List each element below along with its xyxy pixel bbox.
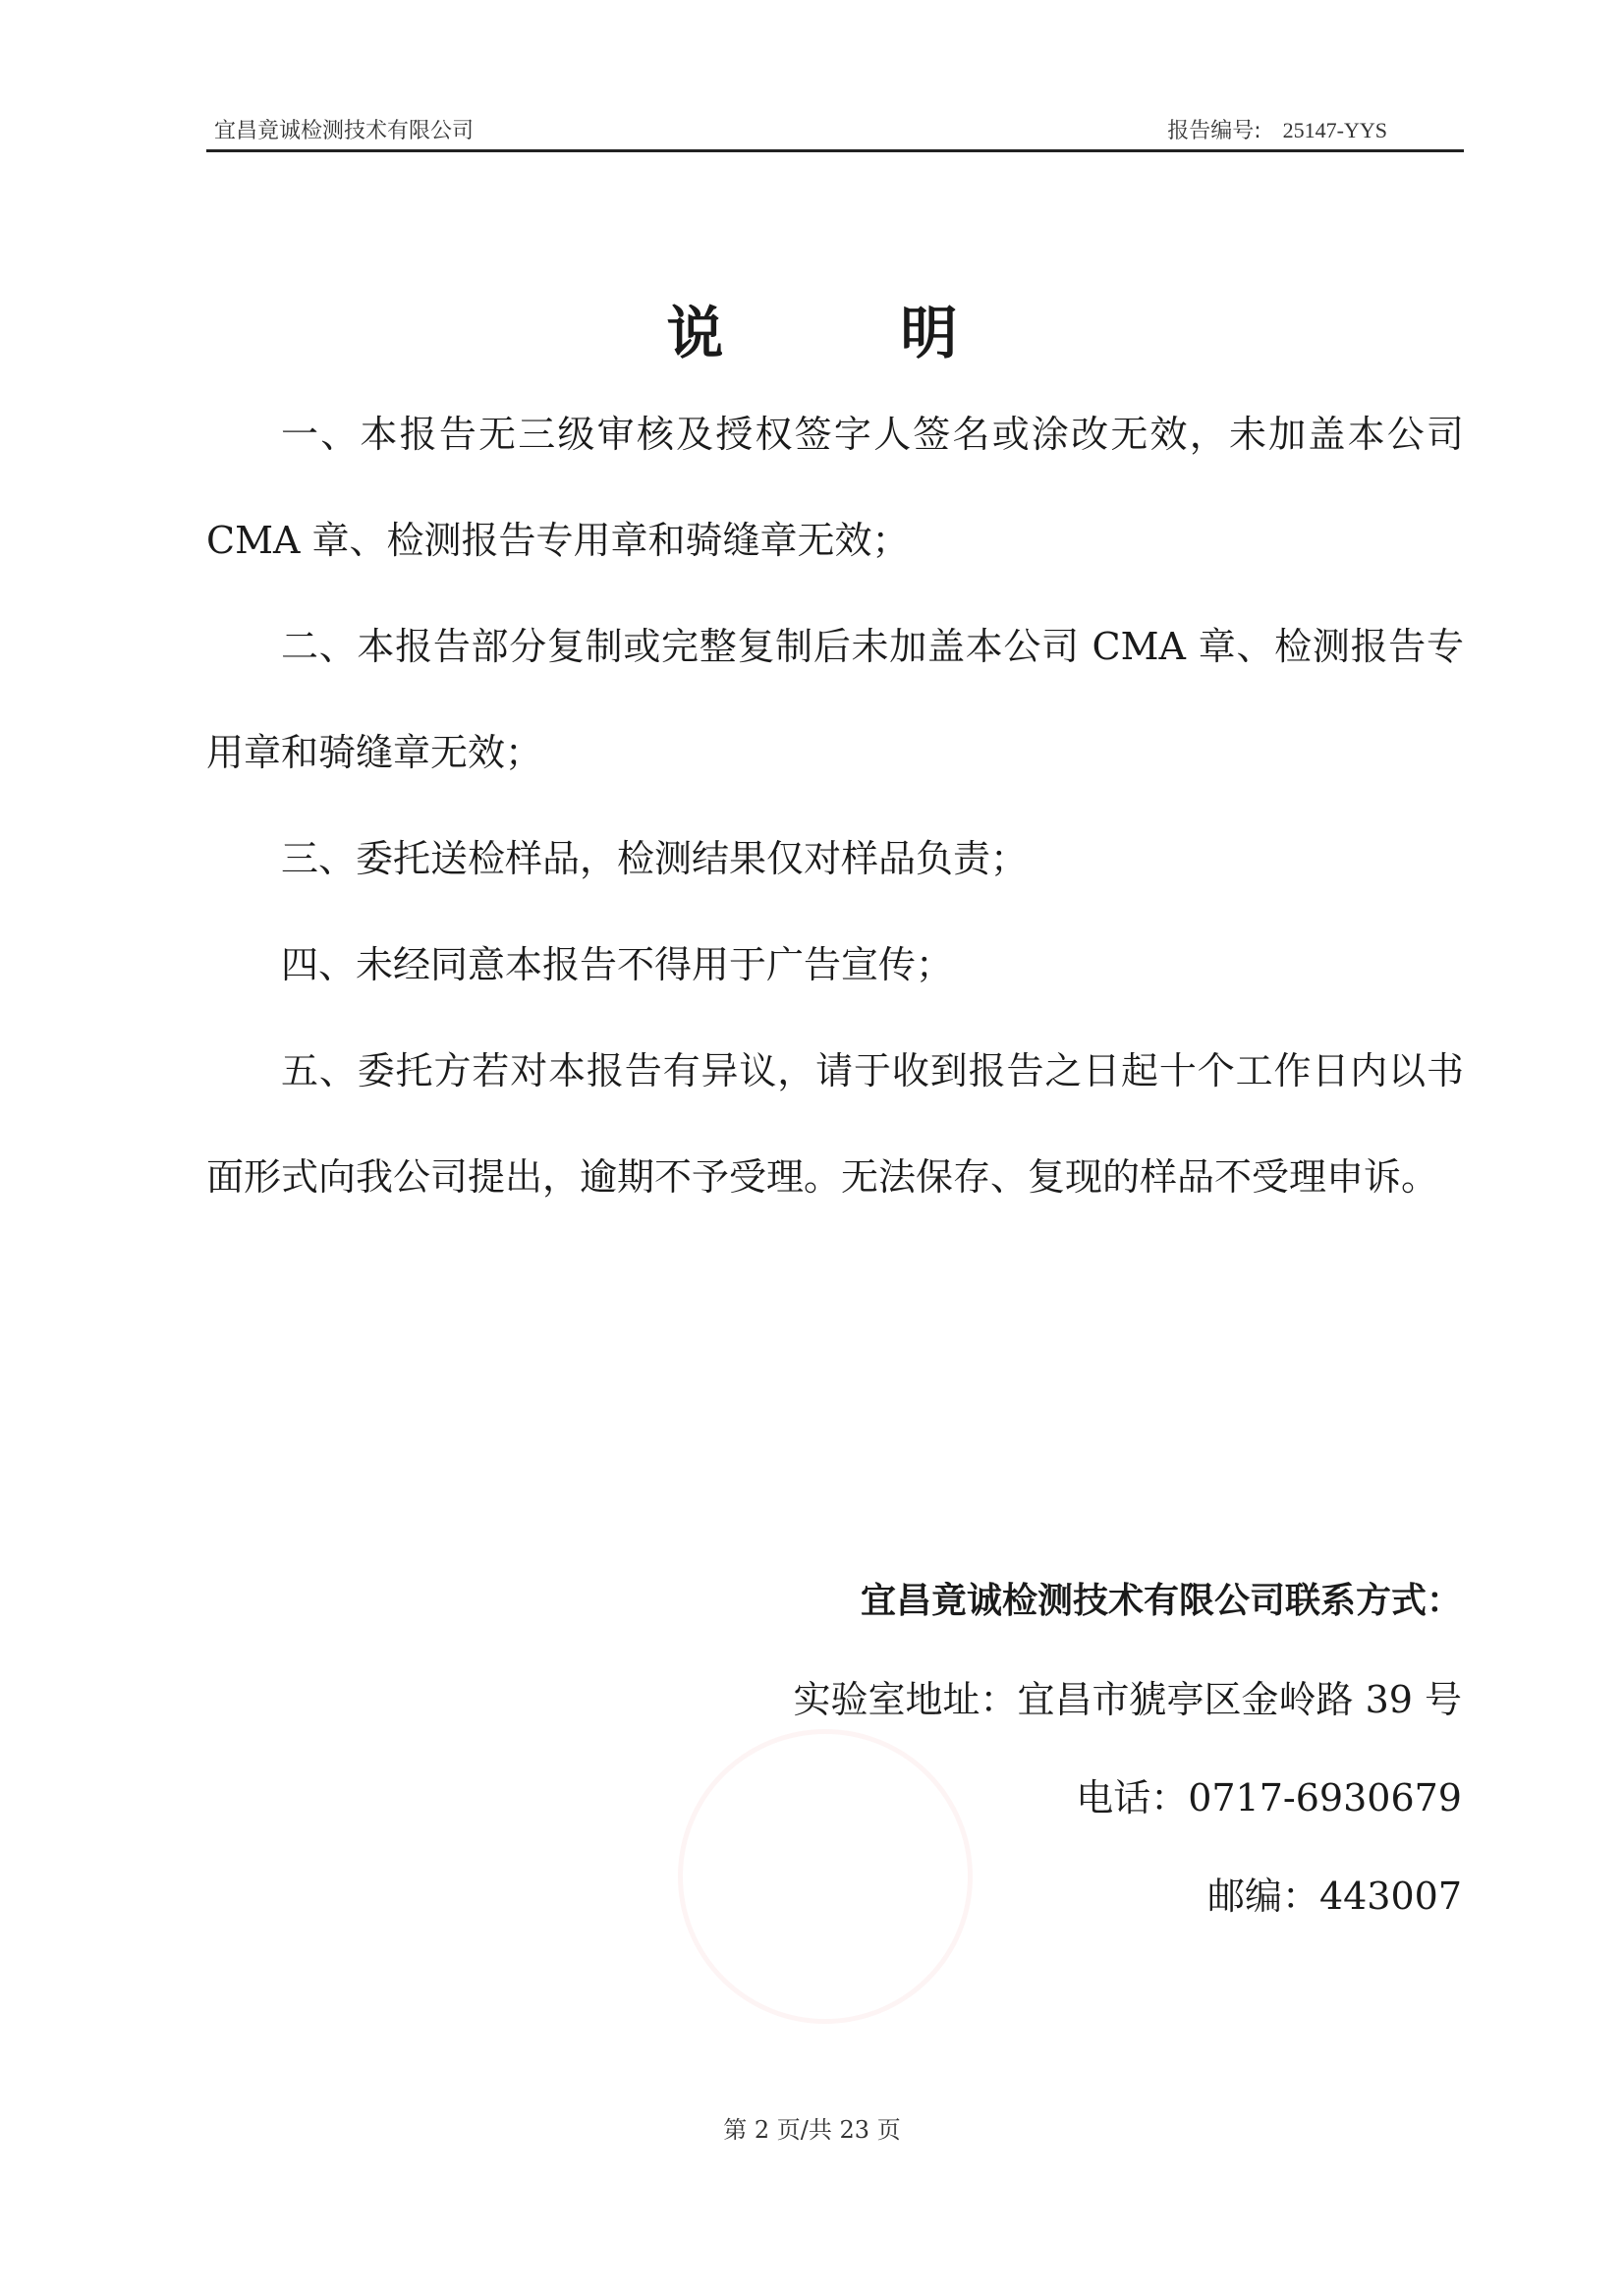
header-report-number	[1167, 114, 1387, 144]
note-paragraph-3: 三、委托送检样品，检测结果仅对样品负责；	[281, 837, 1029, 880]
contact-block	[793, 1552, 1462, 1945]
report-number-value: 25147-YYS	[1282, 118, 1387, 142]
contact-postcode: 邮编：443007	[1206, 1875, 1462, 1918]
note-paragraph-2: 二、本报告部分复制或完整复制后未加盖本公司 CMA 章、检测报告专用章和骑缝章无效；	[206, 625, 1464, 774]
report-number-label: 报告编号:	[1167, 119, 1261, 143]
notes-body	[206, 381, 1464, 1230]
page-title: 说明	[666, 300, 1135, 366]
contact-address: 实验室地址：宜昌市猇亭区金岭路 39 号	[793, 1678, 1462, 1721]
page-header	[206, 110, 1464, 152]
note-paragraph-5: 五、委托方若对本报告有异议，请于收到报告之日起十个工作日内以书面形式向我公司提出，逾期不予受理。无法保存、复现的样品不受理申诉。	[206, 1049, 1464, 1199]
page-number-footer: 第 2 页/共 23 页	[723, 2116, 901, 2144]
note-paragraph-1: 一、本报告无三级审核及授权签字人签名或涂改无效，未加盖本公司 CMA 章、检测报告专用章和骑缝章无效；	[206, 413, 1464, 562]
contact-heading: 宜昌竟诚检测技术有限公司联系方式：	[860, 1581, 1462, 1621]
contact-phone: 电话：0717-6930679	[1076, 1776, 1462, 1819]
header-company-name: 宜昌竟诚检测技术有限公司	[214, 119, 475, 143]
note-paragraph-4: 四、未经同意本报告不得用于广告宣传；	[281, 943, 954, 986]
